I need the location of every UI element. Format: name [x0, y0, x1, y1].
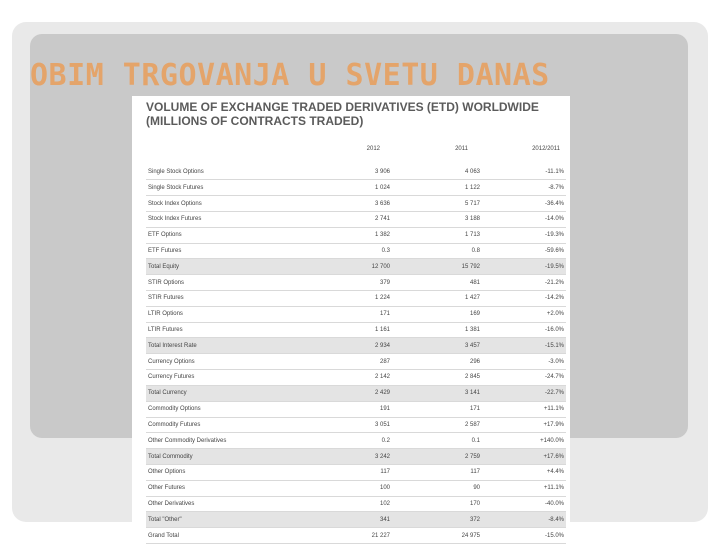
row-label-cell: Total Equity: [146, 259, 304, 275]
table-total-row: [146, 512, 566, 528]
table-row: [146, 370, 566, 386]
row-label-cell: Total "Other": [146, 512, 304, 528]
value-2011-cell: 296: [392, 354, 482, 370]
table-row: [146, 464, 566, 480]
value-2012-cell: 379: [304, 275, 392, 291]
row-label-cell: ETF Futures: [146, 243, 304, 259]
table-row: [146, 211, 566, 227]
table-row: [146, 243, 566, 259]
value-2012-cell: 1 024: [304, 180, 392, 196]
value-2011-cell: 1 122: [392, 180, 482, 196]
value-2011-cell: 5 717: [392, 196, 482, 212]
value-2011-cell: 171: [392, 401, 482, 417]
change-cell: -40.0%: [482, 496, 566, 512]
change-cell: -24.7%: [482, 370, 566, 386]
row-label-cell: Other Futures: [146, 480, 304, 496]
row-label-cell: STIR Futures: [146, 291, 304, 307]
table-row: [146, 227, 566, 243]
value-2012-cell: 1 224: [304, 291, 392, 307]
row-label-cell: ETF Options: [146, 227, 304, 243]
table-total-row: [146, 385, 566, 401]
value-2012-cell: 12 700: [304, 259, 392, 275]
change-cell: +11.1%: [482, 480, 566, 496]
change-cell: -8.7%: [482, 180, 566, 196]
row-label-cell: Other Options: [146, 464, 304, 480]
value-2012-cell: 100: [304, 480, 392, 496]
change-cell: -3.0%: [482, 354, 566, 370]
document-title-line-2: (MILLIONS OF CONTRACTS TRADED): [146, 114, 364, 128]
value-2011-cell: 3 457: [392, 338, 482, 354]
value-2012-cell: 2 142: [304, 370, 392, 386]
table-total-row: [146, 449, 566, 465]
table-row: [146, 417, 566, 433]
table-row: [146, 306, 566, 322]
change-cell: -19.5%: [482, 259, 566, 275]
value-2012-cell: 1 161: [304, 322, 392, 338]
table-row: [146, 401, 566, 417]
table-row: [146, 496, 566, 512]
value-2011-cell: 481: [392, 275, 482, 291]
value-2012-cell: 0.2: [304, 433, 392, 449]
value-2011-cell: 2 587: [392, 417, 482, 433]
document-title-line-1: VOLUME OF EXCHANGE TRADED DERIVATIVES (ETD) WORLDWIDE: [146, 100, 539, 114]
table-row: [146, 291, 566, 307]
row-label-cell: Total Currency: [146, 385, 304, 401]
value-2012-cell: 171: [304, 306, 392, 322]
value-2011-cell: 3 188: [392, 211, 482, 227]
value-2012-cell: 341: [304, 512, 392, 528]
change-cell: +17.6%: [482, 449, 566, 465]
change-cell: +140.0%: [482, 433, 566, 449]
row-label-cell: Commodity Futures: [146, 417, 304, 433]
value-2011-cell: 0.8: [392, 243, 482, 259]
row-label-cell: Currency Futures: [146, 370, 304, 386]
value-2011-cell: 372: [392, 512, 482, 528]
change-cell: +17.9%: [482, 417, 566, 433]
table-row: [146, 433, 566, 449]
value-2012-cell: 117: [304, 464, 392, 480]
value-2011-cell: 1 427: [392, 291, 482, 307]
slide-title: OBIM TRGOVANJA U SVETU DANAS: [30, 58, 550, 93]
value-2011-cell: 4 063: [392, 164, 482, 180]
table-total-row: [146, 259, 566, 275]
change-cell: -16.0%: [482, 322, 566, 338]
change-cell: -22.7%: [482, 385, 566, 401]
column-header-change: 2012/2011: [532, 146, 560, 152]
document-title: [146, 100, 564, 128]
change-cell: -15.1%: [482, 338, 566, 354]
change-cell: -21.2%: [482, 275, 566, 291]
row-label-cell: Single Stock Options: [146, 164, 304, 180]
row-label-cell: Grand Total: [146, 528, 304, 544]
change-cell: -36.4%: [482, 196, 566, 212]
value-2012-cell: 3 242: [304, 449, 392, 465]
value-2011-cell: 24 975: [392, 528, 482, 544]
value-2011-cell: 2 845: [392, 370, 482, 386]
table-row: [146, 180, 566, 196]
change-cell: -14.0%: [482, 211, 566, 227]
value-2012-cell: 191: [304, 401, 392, 417]
row-label-cell: Total Commodity: [146, 449, 304, 465]
value-2011-cell: 169: [392, 306, 482, 322]
table-row: [146, 196, 566, 212]
value-2011-cell: 0.1: [392, 433, 482, 449]
change-cell: -15.0%: [482, 528, 566, 544]
value-2012-cell: 102: [304, 496, 392, 512]
value-2012-cell: 3 636: [304, 196, 392, 212]
value-2012-cell: 0.3: [304, 243, 392, 259]
value-2011-cell: 15 792: [392, 259, 482, 275]
change-cell: -19.3%: [482, 227, 566, 243]
table-row: [146, 275, 566, 291]
table-row: [146, 322, 566, 338]
etd-table-document: [132, 96, 570, 539]
change-cell: +4.4%: [482, 464, 566, 480]
change-cell: +2.0%: [482, 306, 566, 322]
change-cell: -11.1%: [482, 164, 566, 180]
value-2012-cell: 2 934: [304, 338, 392, 354]
value-2011-cell: 117: [392, 464, 482, 480]
value-2012-cell: 3 051: [304, 417, 392, 433]
row-label-cell: LTIR Futures: [146, 322, 304, 338]
row-label-cell: Commodity Options: [146, 401, 304, 417]
value-2012-cell: 3 906: [304, 164, 392, 180]
change-cell: +11.1%: [482, 401, 566, 417]
row-label-cell: STIR Options: [146, 275, 304, 291]
row-label-cell: LTIR Options: [146, 306, 304, 322]
change-cell: -14.2%: [482, 291, 566, 307]
row-label-cell: Stock Index Options: [146, 196, 304, 212]
table-row: [146, 164, 566, 180]
table-row: [146, 480, 566, 496]
value-2012-cell: 1 382: [304, 227, 392, 243]
value-2011-cell: 3 141: [392, 385, 482, 401]
value-2011-cell: 1 381: [392, 322, 482, 338]
change-cell: -8.4%: [482, 512, 566, 528]
value-2011-cell: 170: [392, 496, 482, 512]
row-label-cell: Stock Index Futures: [146, 211, 304, 227]
row-label-cell: Other Derivatives: [146, 496, 304, 512]
value-2012-cell: 287: [304, 354, 392, 370]
value-2012-cell: 21 227: [304, 528, 392, 544]
column-header-2012: 2012: [366, 146, 380, 152]
value-2012-cell: 2 741: [304, 211, 392, 227]
etd-table: [146, 164, 566, 544]
value-2012-cell: 2 429: [304, 385, 392, 401]
value-2011-cell: 2 759: [392, 449, 482, 465]
row-label-cell: Other Commodity Derivatives: [146, 433, 304, 449]
table-total-row: [146, 338, 566, 354]
value-2011-cell: 90: [392, 480, 482, 496]
row-label-cell: Single Stock Futures: [146, 180, 304, 196]
change-cell: -59.6%: [482, 243, 566, 259]
row-label-cell: Currency Options: [146, 354, 304, 370]
table-row: [146, 528, 566, 544]
column-header-2011: 2011: [455, 146, 468, 152]
value-2011-cell: 1 713: [392, 227, 482, 243]
row-label-cell: Total Interest Rate: [146, 338, 304, 354]
table-row: [146, 354, 566, 370]
